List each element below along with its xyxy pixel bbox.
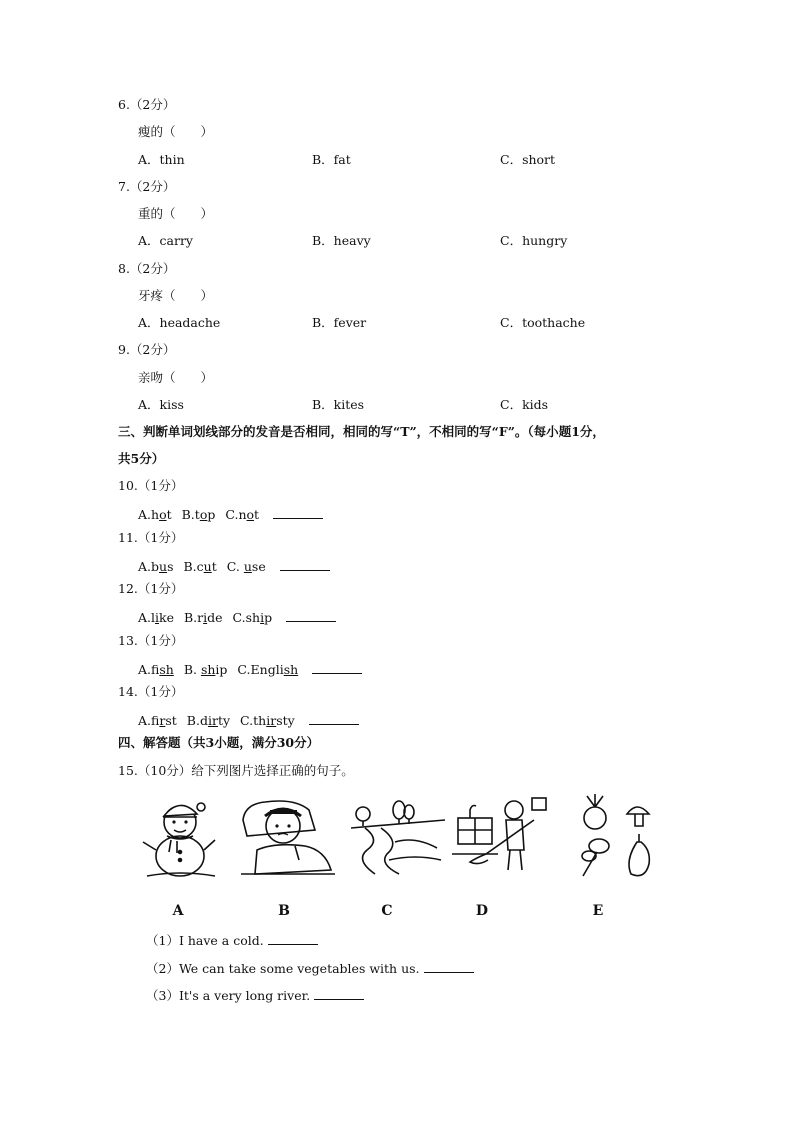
option-b: B．fever <box>312 315 367 330</box>
option-c: C．short <box>500 152 556 167</box>
question-number: 6.（2分） <box>118 97 176 112</box>
question-stem: 重的（ ） <box>138 206 214 221</box>
answer-blank[interactable] <box>314 987 364 1000</box>
sentence-2: （2）We can take some vegetables with us. <box>146 960 474 977</box>
answer-blank[interactable] <box>286 609 336 622</box>
section-4-heading: 四、解答题（共3小题，满分30分） <box>118 735 320 750</box>
option-a: A．thin <box>138 152 185 167</box>
option-a: A．carry <box>138 233 193 248</box>
phonics-word: B.cut <box>183 559 217 574</box>
sweeping-picture <box>448 790 558 885</box>
phonics-word: C.not <box>225 507 260 522</box>
sick-child-picture <box>235 790 345 885</box>
phonics-word: B. ship <box>183 662 228 677</box>
picture-label-a: A <box>172 903 184 919</box>
question-number: 9.（2分） <box>118 342 176 357</box>
phonics-word: C.thirsty <box>240 713 295 728</box>
phonics-word: A.hot <box>138 507 172 522</box>
question-15-stem: 15.（10分）给下列图片选择正确的句子。 <box>118 763 354 778</box>
option-c: C．toothache <box>500 315 586 330</box>
phonics-word: B.top <box>181 507 216 522</box>
sentence-1: （1）I have a cold. <box>146 932 318 949</box>
question-stem: 亲吻（ ） <box>138 370 214 385</box>
answer-blank[interactable] <box>309 712 359 725</box>
phonics-word: A.bus <box>138 559 174 574</box>
option-c: C．hungry <box>500 233 568 248</box>
phonics-question-number: 11.（1分） <box>118 530 184 545</box>
river-picture <box>345 790 455 885</box>
picture-row <box>130 790 670 890</box>
phonics-word: A.fish <box>138 662 174 677</box>
picture-label-e: E <box>592 903 604 919</box>
phonics-word: B.dirty <box>186 713 231 728</box>
question-stem: 瘦的（ ） <box>138 124 214 139</box>
phonics-word-row <box>138 558 340 575</box>
answer-blank[interactable] <box>273 506 323 519</box>
phonics-question-number: 13.（1分） <box>118 633 184 648</box>
phonics-question-number: 10.（1分） <box>118 478 184 493</box>
question-number: 7.（2分） <box>118 179 176 194</box>
vegetables-picture <box>565 790 675 885</box>
answer-blank[interactable] <box>280 558 330 571</box>
phonics-question-number: 12.（1分） <box>118 581 184 596</box>
option-a: A．kiss <box>138 397 184 412</box>
phonics-word-row <box>138 661 372 678</box>
answer-blank[interactable] <box>268 932 318 945</box>
phonics-word: A.like <box>138 610 174 625</box>
sentence-3: （3）It's a very long river. <box>146 987 364 1004</box>
option-b: B．heavy <box>312 233 371 248</box>
picture-label-b: B <box>278 903 290 919</box>
snowman-picture <box>135 790 245 885</box>
phonics-word-row <box>138 712 369 729</box>
phonics-word-row <box>138 506 333 523</box>
option-b: B．kites <box>312 397 365 412</box>
phonics-word: C.English <box>237 662 299 677</box>
answer-blank[interactable] <box>312 661 362 674</box>
phonics-word: B.ride <box>183 610 223 625</box>
option-a: A．headache <box>138 315 221 330</box>
answer-blank[interactable] <box>424 960 474 973</box>
phonics-word: C. use <box>226 559 266 574</box>
phonics-word-row <box>138 609 346 626</box>
phonics-word: C.ship <box>232 610 273 625</box>
section-3-heading-cont: 共5分） <box>118 451 165 466</box>
option-b: B．fat <box>312 152 351 167</box>
picture-label-d: D <box>475 903 489 919</box>
option-c: C．kids <box>500 397 549 412</box>
question-number: 8.（2分） <box>118 261 176 276</box>
question-stem: 牙疼（ ） <box>138 288 214 303</box>
phonics-question-number: 14.（1分） <box>118 684 184 699</box>
picture-label-c: C <box>381 903 393 919</box>
section-3-heading: 三、判断单词划线部分的发音是否相同，相同的写“T”，不相同的写“F”。（每小题1分， <box>118 424 605 439</box>
phonics-word: A.first <box>138 713 177 728</box>
